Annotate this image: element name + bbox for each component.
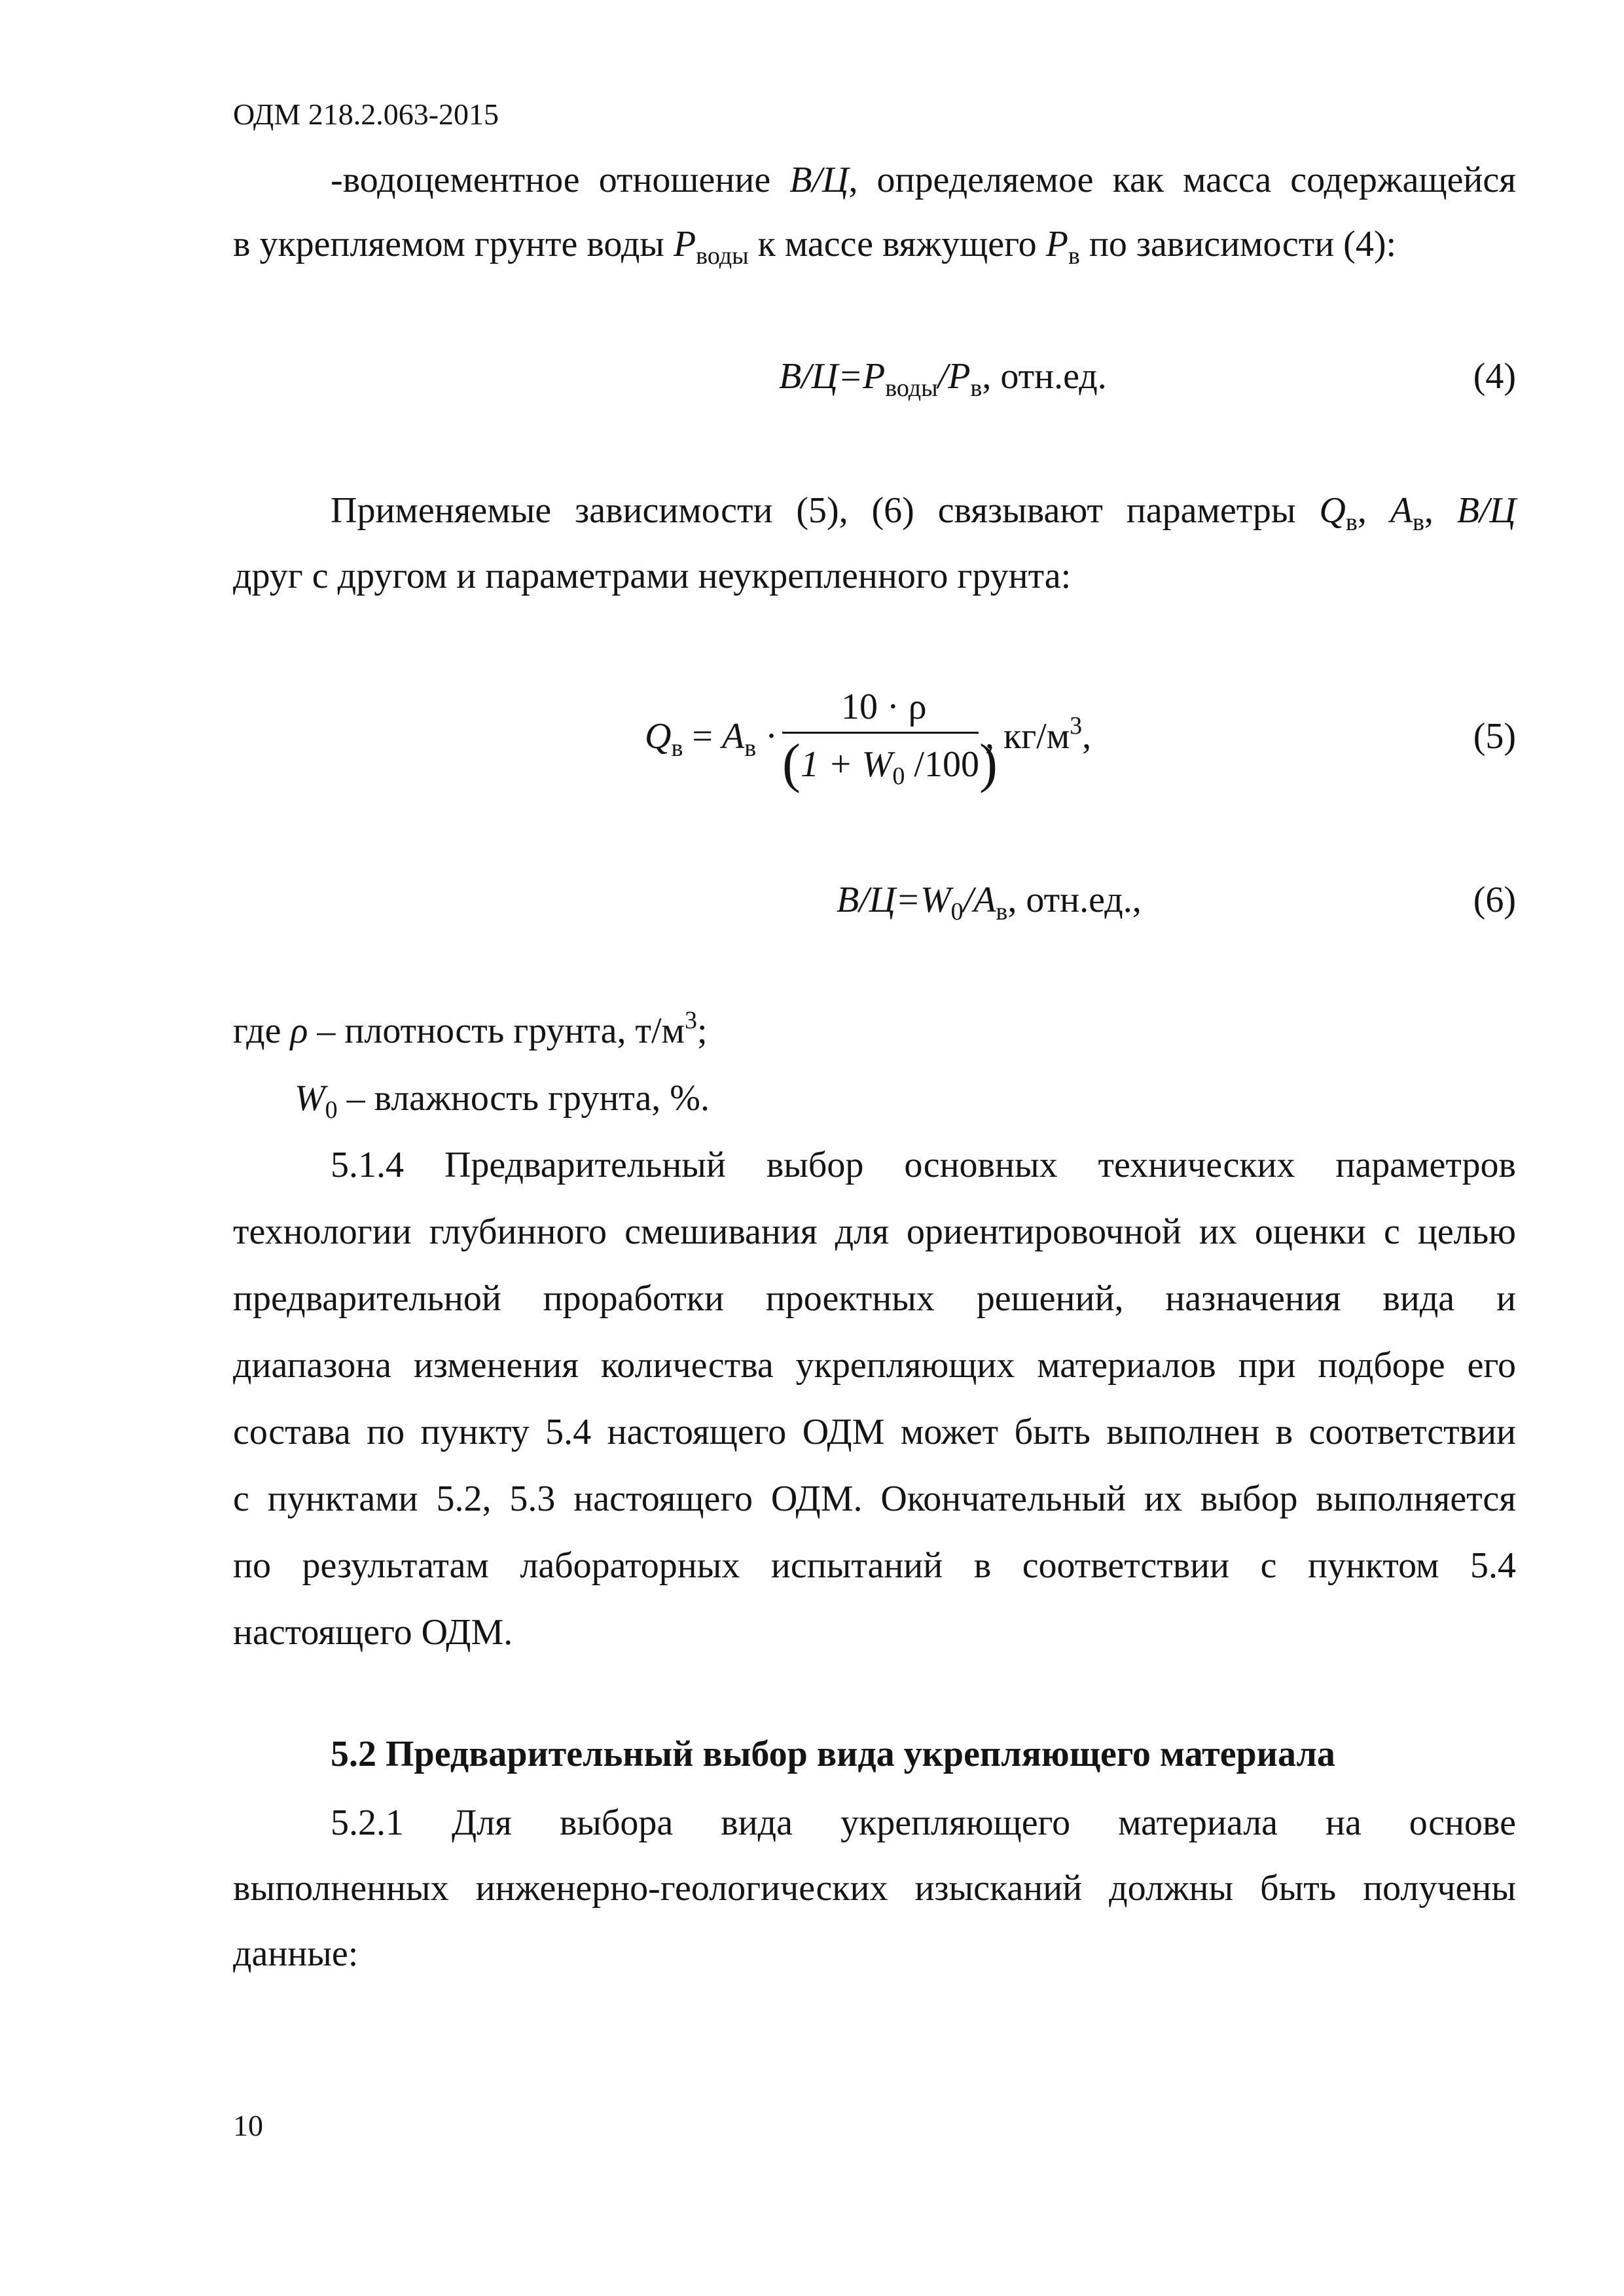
where-line-1 (233, 1008, 1516, 1054)
superscript: 3 (684, 1007, 697, 1034)
page-number: 10 (233, 2109, 263, 2142)
open-paren: ( (782, 733, 801, 794)
paragraph-wc-line-1 (331, 157, 1516, 203)
p-variable: Р (1045, 224, 1068, 264)
paragraph-dep-line-1 (331, 488, 1516, 536)
eq-mid: /Р (937, 356, 971, 397)
equation-6-number: (6) (1473, 880, 1516, 920)
p521-line-2: выполненных инженерно-геологических изысканий должны быть получены (233, 1868, 1516, 1909)
q-variable: Q (1319, 490, 1346, 531)
equation-4 (779, 353, 1107, 402)
p514-line-6: с пунктами 5.2, 5.3 настоящего ОДМ. Окончательный их выбор выполняется (233, 1479, 1516, 1519)
p514-line-7: по результатам лабораторных испытаний в соответствии с пунктом 5.4 (233, 1545, 1516, 1586)
text: к массе вяжущего (748, 224, 1046, 264)
w-variable: W (295, 1078, 325, 1119)
eq-mid: /A (963, 880, 996, 920)
text: ; (696, 1011, 708, 1051)
subscript: в (1068, 242, 1080, 270)
text: по зависимости (4): (1079, 224, 1397, 264)
p514-line-5: состава по пункту 5.4 настоящего ОДМ может быть выполнен в соответствии (233, 1412, 1516, 1452)
text: – влажность грунта, %. (337, 1078, 710, 1119)
p521-line-3: данные: (233, 1933, 359, 1974)
eq-unit: , отн.ед. (982, 356, 1107, 397)
text: – плотность грунта, т/м (308, 1011, 685, 1051)
text: , (1357, 490, 1390, 531)
subscript: воды (885, 374, 938, 402)
equation-6 (837, 877, 1142, 923)
fraction-numerator: 10 · ρ (841, 687, 927, 727)
eq-unit: , отн.ед., (1007, 880, 1142, 920)
where-line-2 (295, 1075, 1578, 1124)
subscript: в (1345, 509, 1358, 536)
subscript: 0 (892, 762, 905, 790)
fraction-denominator (782, 733, 998, 794)
eq-lhs: В/Ц=Р (779, 356, 886, 397)
a-variable: A (722, 716, 745, 757)
q-variable: Q (645, 716, 672, 757)
text: -водоцементное отношение (331, 160, 790, 200)
equation-5-lhs (645, 713, 778, 762)
text: Применяемые зависимости (5), (6) связывают параметры (331, 490, 1320, 531)
fraction-bar (782, 732, 979, 734)
subscript: 0 (950, 898, 964, 925)
unit-end: , (1082, 716, 1092, 757)
den-body: 1 + W (800, 744, 893, 785)
paragraph-dep-line-2: друг с другом и параметрами неукрепленного грунта: (233, 556, 1072, 596)
wc-variable: В/Ц (1456, 490, 1516, 531)
text: , определяемое как масса содержащейся (848, 160, 1517, 200)
a-variable: А (1390, 490, 1413, 531)
p514-line-4: диапазона изменения количества укрепляющих материалов при подборе его (233, 1345, 1516, 1386)
den-rest: /100 (905, 744, 979, 785)
subscript: воды (696, 242, 749, 270)
close-paren: ) (979, 733, 998, 794)
p514-line-8: настоящего ОДМ. (233, 1612, 513, 1653)
p514-line-2: технологии глубинного смешивания для ориентировочной их оценки с целью (233, 1211, 1516, 1252)
equation-4-number: (4) (1473, 356, 1516, 397)
p521-line-1: 5.2.1 Для выбора вида укрепляющего материала на основе (331, 1803, 1516, 1843)
document-code-header: ОДМ 218.2.063-2015 (233, 98, 499, 131)
text: где (233, 1011, 291, 1051)
equation-5-number: (5) (1473, 716, 1516, 757)
text: в укрепляемом грунте воды (233, 224, 674, 264)
subscript: в (671, 734, 683, 762)
text: , (1424, 490, 1457, 531)
subscript: 0 (325, 1096, 338, 1124)
subscript: в (1412, 509, 1424, 536)
subscript: в (744, 734, 757, 762)
rho-variable: ρ (290, 1011, 308, 1051)
wc-variable: В/Ц (789, 160, 849, 200)
p514-line-3: предварительной проработки проектных решений, назначения вида и (233, 1278, 1516, 1319)
multiply-dot: · (756, 716, 778, 757)
p514-line-1: 5.1.4 Предварительный выбор основных технических параметров (331, 1145, 1516, 1185)
p-variable: Р (673, 224, 696, 264)
section-heading: 5.2 Предварительный выбор вида укрепляющего материала (331, 1734, 1335, 1774)
superscript: 3 (1070, 712, 1083, 740)
subscript: в (996, 898, 1008, 925)
equation-5-unit (985, 713, 1091, 759)
subscript: в (970, 374, 983, 402)
equals-sign: = (683, 716, 722, 757)
unit-text: , кг/м (985, 716, 1070, 757)
eq-lhs: В/Ц=W (837, 880, 951, 920)
paragraph-wc-line-2 (233, 221, 1516, 270)
